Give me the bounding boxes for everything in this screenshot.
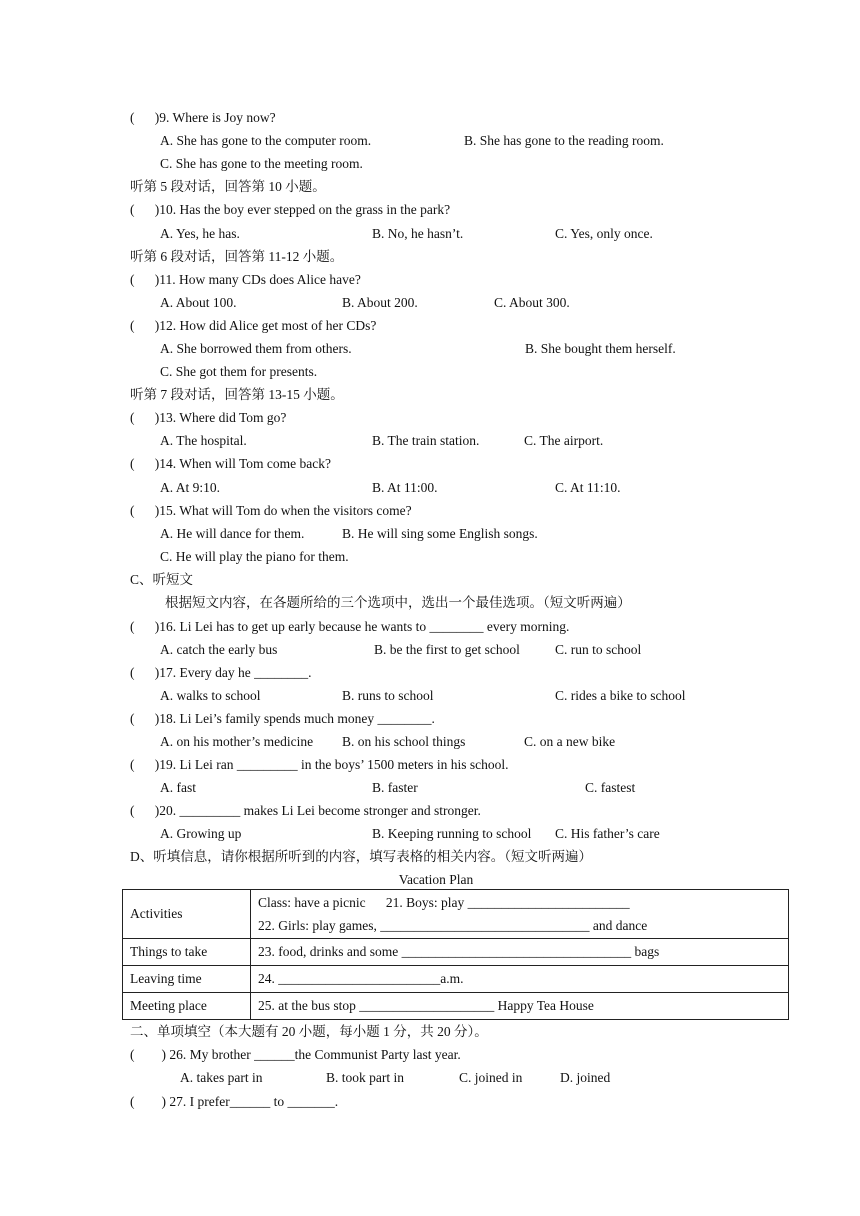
option-10b: B. No, he hasn’t. xyxy=(372,226,464,241)
option-19c: C. fastest xyxy=(585,780,636,795)
question-12: ( )12. How did Alice get most of her CDs? xyxy=(130,318,377,333)
option-10c: C. Yes, only once. xyxy=(555,226,653,241)
question-15: ( )15. What will Tom do when the visitors come? xyxy=(130,503,412,518)
vacation-plan-table xyxy=(122,889,789,1020)
option-26c: C. joined in xyxy=(459,1070,523,1085)
option-20b: B. Keeping running to school xyxy=(372,826,532,841)
option-17a: A. walks to school xyxy=(160,688,261,703)
question-11: ( )11. How many CDs does Alice have? xyxy=(130,272,361,287)
option-17b: B. runs to school xyxy=(342,688,434,703)
option-26d: D. joined xyxy=(560,1070,611,1085)
section-d-title: D、听填信息，请你根据所听到的内容，填写表格的相关内容。（短文听两遍） xyxy=(130,849,592,864)
question-27: ( ) 27. I prefer______ to _______. xyxy=(130,1094,339,1109)
section-heading: 听第 7 段对话，回答第 13-15 小题。 xyxy=(130,387,344,402)
table-row xyxy=(123,939,789,966)
question-26: ( ) 26. My brother ______the Communist Party last year. xyxy=(130,1047,461,1062)
option-16c: C. run to school xyxy=(555,642,642,657)
section-c-title: C、听短文 xyxy=(130,572,194,587)
question-17: ( )17. Every day he ________. xyxy=(130,665,312,680)
table-row xyxy=(123,966,789,993)
table-row xyxy=(123,993,789,1020)
option-15a: A. He will dance for them. xyxy=(160,526,305,541)
option-11c: C. About 300. xyxy=(494,295,570,310)
option-12a: A. She borrowed them from others. xyxy=(160,341,352,356)
option-13a: A. The hospital. xyxy=(160,433,247,448)
answer-line-25: 25. at the bus stop ____________________ Happy Tea House xyxy=(251,993,789,1020)
option-11a: A. About 100. xyxy=(160,295,237,310)
option-11b: B. About 200. xyxy=(342,295,418,310)
option-16b: B. be the first to get school xyxy=(374,642,520,657)
option-12c: C. She got them for presents. xyxy=(160,364,318,379)
answer-line-21: Class: have a picnic 21. Boys: play ________________________ xyxy=(258,895,630,910)
option-26a: A. takes part in xyxy=(180,1070,263,1085)
option-19a: A. fast xyxy=(160,780,196,795)
row-content xyxy=(251,890,789,939)
option-19b: B. faster xyxy=(372,780,418,795)
option-9c: C. She has gone to the meeting room. xyxy=(160,156,363,171)
option-16a: A. catch the early bus xyxy=(160,642,278,657)
question-9: ( )9. Where is Joy now? xyxy=(130,110,276,125)
section-heading: 听第 6 段对话，回答第 11-12 小题。 xyxy=(130,249,344,264)
question-10: ( )10. Has the boy ever stepped on the grass in the park? xyxy=(130,202,451,217)
part-2-title: 二、单项填空（本大题有 20 小题，每小题 1 分，共 20 分）。 xyxy=(130,1024,488,1039)
row-label: Things to take xyxy=(123,939,251,966)
option-17c: C. rides a bike to school xyxy=(555,688,686,703)
option-14a: A. At 9:10. xyxy=(160,480,221,495)
question-13: ( )13. Where did Tom go? xyxy=(130,410,287,425)
answer-line-22: 22. Girls: play games, _______________________________ and dance xyxy=(258,918,648,933)
section-c-instruction: 根据短文内容，在各题所给的三个选项中，选出一个最佳选项。（短文听两遍） xyxy=(165,595,631,610)
answer-line-23: 23. food, drinks and some __________________________________ bags xyxy=(251,939,789,966)
option-15c: C. He will play the piano for them. xyxy=(160,549,349,564)
option-26b: B. took part in xyxy=(326,1070,404,1085)
question-18: ( )18. Li Lei’s family spends much money ________. xyxy=(130,711,435,726)
option-15b: B. He will sing some English songs. xyxy=(342,526,538,541)
option-13b: B. The train station. xyxy=(372,433,480,448)
option-18c: C. on a new bike xyxy=(524,734,616,749)
question-16: ( )16. Li Lei has to get up early because he wants to ________ every morning. xyxy=(130,619,570,634)
row-label: Leaving time xyxy=(123,966,251,993)
option-9b: B. She has gone to the reading room. xyxy=(464,133,664,148)
option-13c: C. The airport. xyxy=(524,433,604,448)
option-14b: B. At 11:00. xyxy=(372,480,438,495)
option-20c: C. His father’s care xyxy=(555,826,660,841)
answer-line-24: 24. ________________________a.m. xyxy=(251,966,789,993)
option-14c: C. At 11:10. xyxy=(555,480,621,495)
section-heading: 听第 5 段对话，回答第 10 小题。 xyxy=(130,179,326,194)
option-10a: A. Yes, he has. xyxy=(160,226,240,241)
row-label: Activities xyxy=(123,890,251,939)
table-title: Vacation Plan xyxy=(398,872,474,887)
question-20: ( )20. _________ makes Li Lei become stronger and stronger. xyxy=(130,803,481,818)
question-14: ( )14. When will Tom come back? xyxy=(130,456,332,471)
option-20a: A. Growing up xyxy=(160,826,242,841)
option-18b: B. on his school things xyxy=(342,734,466,749)
table-row xyxy=(123,890,789,939)
question-19: ( )19. Li Lei ran _________ in the boys’ 1500 meters in his school. xyxy=(130,757,509,772)
option-12b: B. She bought them herself. xyxy=(525,341,676,356)
option-18a: A. on his mother’s medicine xyxy=(160,734,314,749)
row-label: Meeting place xyxy=(123,993,251,1020)
option-9a: A. She has gone to the computer room. xyxy=(160,133,372,148)
